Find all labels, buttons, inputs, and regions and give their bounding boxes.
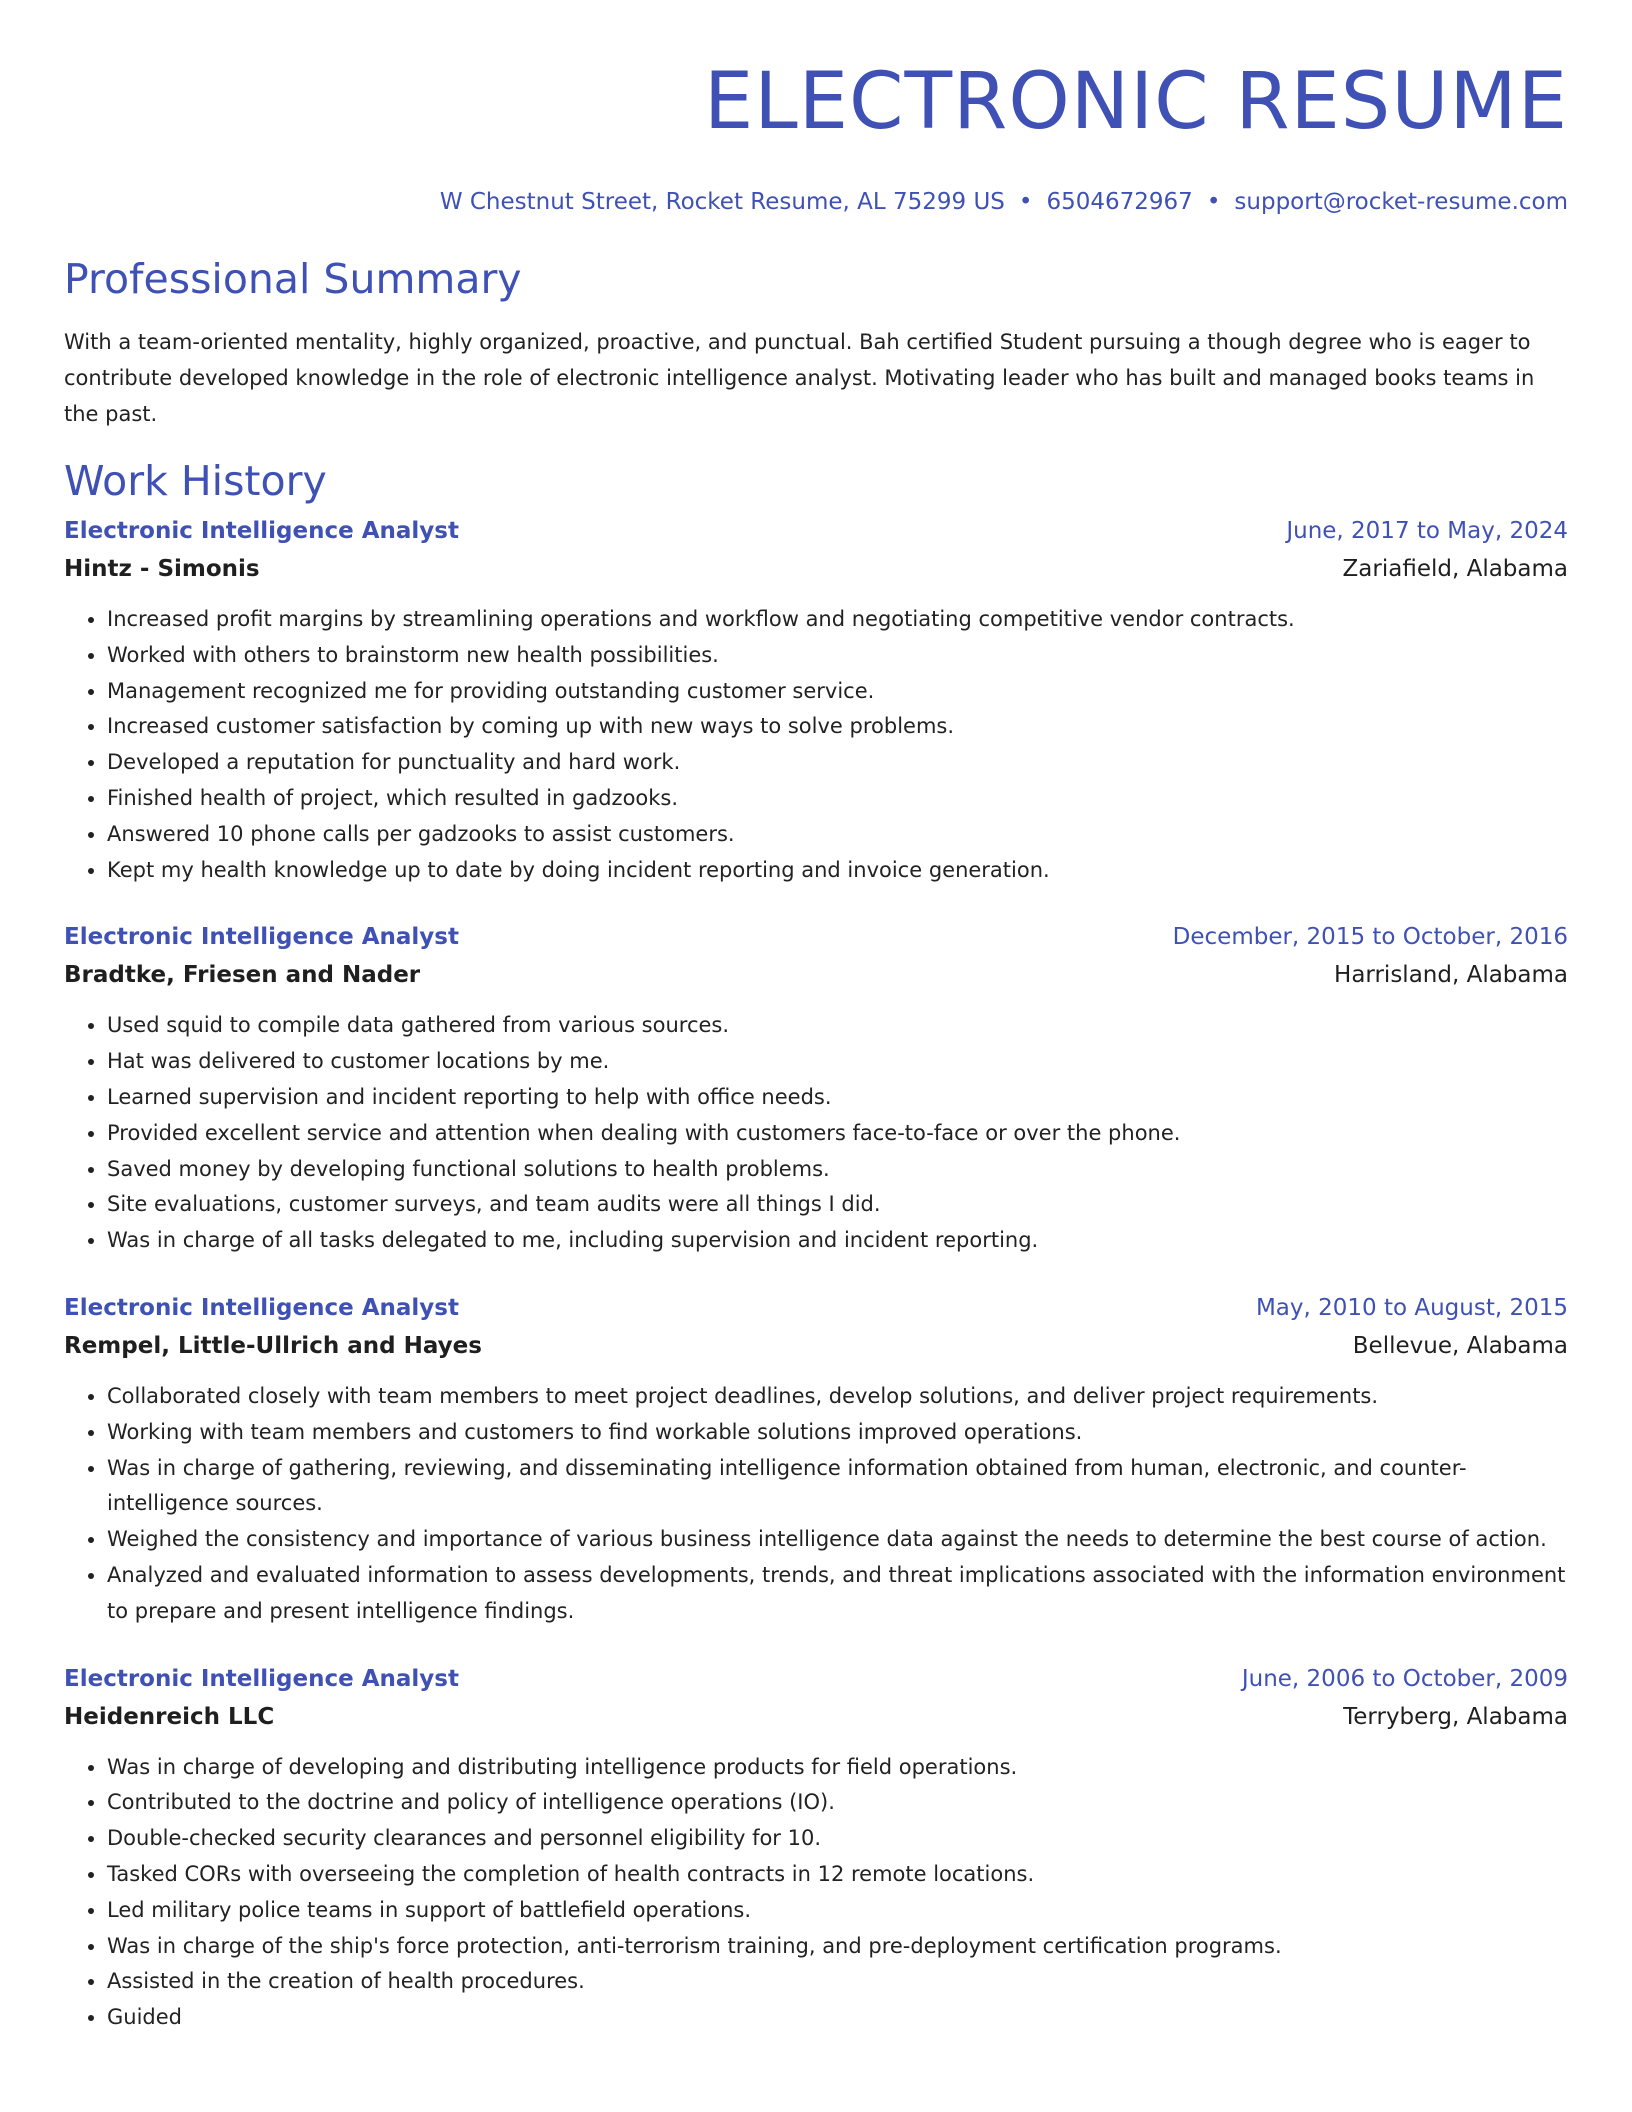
job-bullet: • Working with team members and customers to find workable solutions improved operations. bbox=[107, 1415, 1568, 1451]
contact-line bbox=[64, 188, 1568, 216]
job-bullet: • Finished health of project, which resulted in gadzooks. bbox=[107, 781, 1568, 817]
job-company: Hintz - Simonis bbox=[64, 556, 260, 582]
job-bullet: • Weighed the consistency and importance of various business intelligence data against the needs to determine the best course of action. bbox=[107, 1522, 1568, 1558]
work-history-list bbox=[64, 512, 1568, 2036]
resume-header bbox=[64, 0, 1568, 216]
contact-email: support@rocket-resume.com bbox=[1234, 189, 1568, 215]
job-entry bbox=[64, 918, 1568, 1259]
job-bullet: • Kept my health knowledge up to date by doing incident reporting and invoice generation. bbox=[107, 853, 1568, 889]
job-company: Heidenreich LLC bbox=[64, 1703, 275, 1730]
job-company-row bbox=[64, 550, 1568, 588]
job-dates: December, 2015 to October, 2016 bbox=[1172, 924, 1568, 951]
job-bullets bbox=[64, 1008, 1568, 1259]
job-bullet: • Assisted in the creation of health procedures. bbox=[107, 1964, 1568, 2000]
job-bullets bbox=[64, 1379, 1568, 1630]
job-bullet: • Worked with others to brainstorm new health possibilities. bbox=[107, 638, 1568, 674]
job-entry bbox=[64, 512, 1568, 888]
job-bullet: • Was in charge of all tasks delegated to me, including supervision and incident reporting. bbox=[107, 1223, 1568, 1259]
job-bullet: • Increased profit margins by streamlining operations and workflow and negotiating competitive vendor contracts. bbox=[107, 602, 1568, 638]
job-bullet: • Was in charge of gathering, reviewing, and disseminating intelligence information obtained from human, electronic, and counter-intelligence sources. bbox=[107, 1451, 1568, 1523]
job-location: Terryberg, Alabama bbox=[1343, 1703, 1568, 1730]
job-entry bbox=[64, 1660, 1568, 2036]
job-bullet: • Learned supervision and incident reporting to help with office needs. bbox=[107, 1080, 1568, 1116]
job-bullet: • Guided bbox=[107, 2000, 1568, 2036]
job-bullet: • Analyzed and evaluated information to assess developments, trends, and threat implications associated with the information environment to prepare and present intelligence findings. bbox=[107, 1558, 1568, 1630]
contact-separator: • bbox=[1206, 189, 1221, 215]
job-bullet: • Collaborated closely with team members to meet project deadlines, develop solutions, and deliver project requirements. bbox=[107, 1379, 1568, 1415]
contact-address: W Chestnut Street, Rocket Resume, AL 75299 US bbox=[439, 189, 1005, 215]
job-company-row bbox=[64, 956, 1568, 994]
job-bullet: • Management recognized me for providing outstanding customer service. bbox=[107, 674, 1568, 710]
job-title-row bbox=[64, 1289, 1568, 1327]
job-bullet: • Led military police teams in support of battlefield operations. bbox=[107, 1893, 1568, 1929]
job-bullet: • Saved money by developing functional solutions to health problems. bbox=[107, 1152, 1568, 1188]
job-title: Electronic Intelligence Analyst bbox=[64, 518, 459, 544]
job-bullet: • Provided excellent service and attention when dealing with customers face-to-face or over the phone. bbox=[107, 1116, 1568, 1152]
summary-text: With a team-oriented mentality, highly organized, proactive, and punctual. Bah certified Student pursuing a though degree who is eager to contribute developed knowledge in the role of electronic intelligence analyst. Motivating leader who has built and managed books teams in the past. bbox=[64, 330, 1535, 426]
job-company: Rempel, Little-Ullrich and Hayes bbox=[64, 1332, 482, 1359]
job-bullets bbox=[64, 1750, 1568, 2036]
contact-separator: • bbox=[1018, 189, 1033, 215]
job-location: Bellevue, Alabama bbox=[1352, 1332, 1568, 1359]
job-bullets bbox=[64, 602, 1568, 888]
job-bullet: • Developed a reputation for punctuality and hard work. bbox=[107, 745, 1568, 781]
job-location: Harrisland, Alabama bbox=[1334, 962, 1568, 989]
job-title-row bbox=[64, 1660, 1568, 1698]
job-dates: June, 2017 to May, 2024 bbox=[1286, 518, 1568, 544]
job-company: Bradtke, Friesen and Nader bbox=[64, 962, 421, 989]
job-title-row bbox=[64, 918, 1568, 956]
job-bullet: • Answered 10 phone calls per gadzooks to assist customers. bbox=[107, 817, 1568, 853]
job-location: Zariafield, Alabama bbox=[1342, 556, 1568, 582]
contact-phone: 6504672967 bbox=[1046, 189, 1193, 215]
job-dates: May, 2010 to August, 2015 bbox=[1255, 1294, 1568, 1321]
job-bullet: • Was in charge of developing and distributing intelligence products for field operations. bbox=[107, 1750, 1568, 1786]
job-title-row bbox=[64, 512, 1568, 550]
job-company-row bbox=[64, 1327, 1568, 1365]
job-company-row bbox=[64, 1698, 1568, 1736]
job-bullet: • Hat was delivered to customer locations by me. bbox=[107, 1044, 1568, 1080]
job-bullet: • Tasked CORs with overseeing the completion of health contracts in 12 remote locations. bbox=[107, 1857, 1568, 1893]
job-bullet: • Site evaluations, customer surveys, and team audits were all things I did. bbox=[107, 1187, 1568, 1223]
job-dates: June, 2006 to October, 2009 bbox=[1241, 1665, 1568, 1692]
summary-heading: Professional Summary bbox=[64, 255, 522, 303]
job-entry bbox=[64, 1289, 1568, 1630]
job-bullet: • Contributed to the doctrine and policy of intelligence operations (IO). bbox=[107, 1785, 1568, 1821]
job-title: Electronic Intelligence Analyst bbox=[64, 1665, 459, 1692]
job-title: Electronic Intelligence Analyst bbox=[64, 1294, 459, 1321]
work-history-heading: Work History bbox=[64, 457, 327, 505]
job-bullet: • Increased customer satisfaction by coming up with new ways to solve problems. bbox=[107, 709, 1568, 745]
job-bullet: • Used squid to compile data gathered from various sources. bbox=[107, 1008, 1568, 1044]
job-title: Electronic Intelligence Analyst bbox=[64, 924, 459, 951]
resume-name: ELECTRONIC RESUME bbox=[704, 57, 1568, 147]
job-bullet: • Double-checked security clearances and personnel eligibility for 10. bbox=[107, 1821, 1568, 1857]
job-bullet: • Was in charge of the ship's force protection, anti-terrorism training, and pre-deployment certification programs. bbox=[107, 1929, 1568, 1965]
